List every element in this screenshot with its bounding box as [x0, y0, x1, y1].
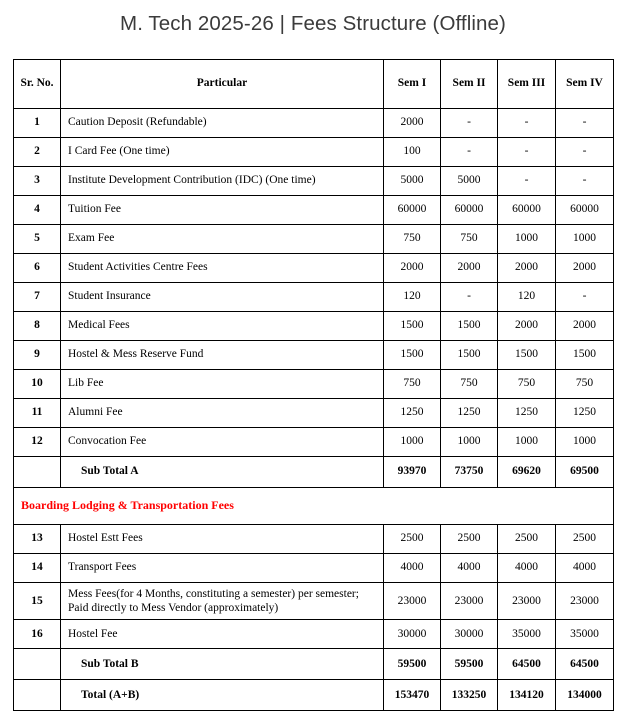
cell-sem-1: 5000	[384, 166, 441, 195]
cell-particular: I Card Fee (One time)	[61, 137, 384, 166]
column-header-sem-3: Sem III	[498, 59, 556, 108]
table-row	[14, 553, 614, 582]
cell-sem-2: 1500	[441, 311, 498, 340]
header-row	[14, 59, 614, 108]
cell-sem-2: 1500	[441, 340, 498, 369]
cell-sem-3: 2500	[498, 524, 556, 553]
sub-total-a-row	[14, 456, 614, 487]
cell-sem-2: 750	[441, 369, 498, 398]
cell-particular: Student Insurance	[61, 282, 384, 311]
cell-sem-3: -	[498, 137, 556, 166]
cell-sr-no: 14	[14, 553, 61, 582]
cell-sem-1: 2000	[384, 108, 441, 137]
table-row	[14, 620, 614, 649]
table-row	[14, 108, 614, 137]
cell-particular: Caution Deposit (Refundable)	[61, 108, 384, 137]
fees-table-container	[0, 59, 626, 711]
cell-sem-4: -	[556, 282, 614, 311]
sub-total-a-label: Sub Total A	[61, 456, 384, 487]
table-row-mess-fees	[14, 582, 614, 620]
fees-table	[13, 59, 614, 711]
cell-sem-4: 35000	[556, 620, 614, 649]
cell-sr-no: 4	[14, 195, 61, 224]
table-row	[14, 137, 614, 166]
cell-sem-2: -	[441, 282, 498, 311]
cell-sr-no: 3	[14, 166, 61, 195]
sub-total-b-label: Sub Total B	[61, 649, 384, 680]
cell-sem-4: 2000	[556, 311, 614, 340]
cell-sem-3: 1000	[498, 224, 556, 253]
cell-sem-3: 1500	[498, 340, 556, 369]
table-row	[14, 195, 614, 224]
sub-total-b-sem-1: 59500	[384, 649, 441, 680]
cell-sem-2: 60000	[441, 195, 498, 224]
table-header	[14, 59, 614, 108]
column-header-particular: Particular	[61, 59, 384, 108]
cell-sr-no: 11	[14, 398, 61, 427]
cell-sr-no: 2	[14, 137, 61, 166]
cell-sem-3: -	[498, 108, 556, 137]
cell-particular: Transport Fees	[61, 553, 384, 582]
cell-sem-3: 750	[498, 369, 556, 398]
cell-sem-4: 750	[556, 369, 614, 398]
cell-sem-2: -	[441, 137, 498, 166]
cell-particular: Institute Development Contribution (IDC) (One time)	[61, 166, 384, 195]
grand-total-row	[14, 680, 614, 711]
cell-sem-3: 1250	[498, 398, 556, 427]
cell-sem-4: -	[556, 137, 614, 166]
cell-sem-1: 100	[384, 137, 441, 166]
cell-sem-2: 750	[441, 224, 498, 253]
section-heading-row	[14, 487, 614, 524]
cell-sem-3: -	[498, 166, 556, 195]
cell-sem-3: 4000	[498, 553, 556, 582]
cell-sem-1: 750	[384, 224, 441, 253]
sub-total-a-sem-1: 93970	[384, 456, 441, 487]
column-header-sem-2: Sem II	[441, 59, 498, 108]
cell-sem-4: 1000	[556, 224, 614, 253]
sub-total-a-sem-3: 69620	[498, 456, 556, 487]
table-row	[14, 398, 614, 427]
cell-sem-1: 2000	[384, 253, 441, 282]
cell-particular: Exam Fee	[61, 224, 384, 253]
table-row	[14, 224, 614, 253]
column-header-sem-4: Sem IV	[556, 59, 614, 108]
sub-total-b-sem-4: 64500	[556, 649, 614, 680]
cell-sr-no: 5	[14, 224, 61, 253]
cell-sem-1: 1000	[384, 427, 441, 456]
mess-fees-line-2: Paid directly to Mess Vendor (approximately)	[68, 601, 279, 614]
table-body	[14, 108, 614, 711]
cell-sem-2: 5000	[441, 166, 498, 195]
cell-sem-2: 23000	[441, 582, 498, 620]
cell-sr-no: 7	[14, 282, 61, 311]
cell-particular: Medical Fees	[61, 311, 384, 340]
cell-sr-no-empty	[14, 680, 61, 711]
sub-total-a-sem-4: 69500	[556, 456, 614, 487]
cell-sem-1: 2500	[384, 524, 441, 553]
cell-sr-no: 15	[14, 582, 61, 620]
sub-total-b-sem-3: 64500	[498, 649, 556, 680]
cell-sem-3: 2000	[498, 311, 556, 340]
grand-total-label: Total (A+B)	[61, 680, 384, 711]
sub-total-b-sem-2: 59500	[441, 649, 498, 680]
section-heading-boarding: Boarding Lodging & Transportation Fees	[14, 487, 614, 524]
table-row	[14, 369, 614, 398]
cell-sem-3: 2000	[498, 253, 556, 282]
cell-sem-4: 1250	[556, 398, 614, 427]
column-header-sr-no: Sr. No.	[14, 59, 61, 108]
cell-sem-1: 60000	[384, 195, 441, 224]
cell-sr-no: 9	[14, 340, 61, 369]
cell-particular: Hostel Fee	[61, 620, 384, 649]
cell-sem-4: 1500	[556, 340, 614, 369]
cell-sem-2: 2500	[441, 524, 498, 553]
table-row	[14, 427, 614, 456]
mess-fees-line-1: Mess Fees(for 4 Months, constituting a semester) per semester;	[68, 587, 359, 600]
table-row	[14, 311, 614, 340]
cell-sem-2: 1250	[441, 398, 498, 427]
cell-sem-4: -	[556, 166, 614, 195]
cell-sr-no: 12	[14, 427, 61, 456]
cell-sr-no: 6	[14, 253, 61, 282]
cell-sem-3: 23000	[498, 582, 556, 620]
cell-sr-no: 10	[14, 369, 61, 398]
grand-total-sem-1: 153470	[384, 680, 441, 711]
cell-sem-4: 2000	[556, 253, 614, 282]
sub-total-b-row	[14, 649, 614, 680]
cell-particular: Student Activities Centre Fees	[61, 253, 384, 282]
table-row	[14, 524, 614, 553]
cell-sem-2: -	[441, 108, 498, 137]
cell-particular: Hostel & Mess Reserve Fund	[61, 340, 384, 369]
cell-sem-2: 1000	[441, 427, 498, 456]
cell-sr-no: 16	[14, 620, 61, 649]
cell-sem-3: 1000	[498, 427, 556, 456]
cell-sem-4: -	[556, 108, 614, 137]
cell-sem-3: 120	[498, 282, 556, 311]
cell-sem-1: 1250	[384, 398, 441, 427]
table-row	[14, 253, 614, 282]
page-title: M. Tech 2025-26 | Fees Structure (Offline)	[120, 12, 506, 35]
table-row	[14, 340, 614, 369]
cell-sem-4: 2500	[556, 524, 614, 553]
table-row	[14, 282, 614, 311]
grand-total-sem-3: 134120	[498, 680, 556, 711]
cell-sem-2: 2000	[441, 253, 498, 282]
cell-sem-4: 1000	[556, 427, 614, 456]
cell-sr-no-empty	[14, 649, 61, 680]
grand-total-sem-2: 133250	[441, 680, 498, 711]
cell-sr-no-empty	[14, 456, 61, 487]
table-row	[14, 166, 614, 195]
cell-sem-3: 60000	[498, 195, 556, 224]
cell-sr-no: 1	[14, 108, 61, 137]
column-header-sem-1: Sem I	[384, 59, 441, 108]
cell-particular	[61, 582, 384, 620]
cell-sem-1: 1500	[384, 311, 441, 340]
cell-sem-4: 60000	[556, 195, 614, 224]
grand-total-sem-4: 134000	[556, 680, 614, 711]
cell-sem-2: 4000	[441, 553, 498, 582]
cell-particular: Tuition Fee	[61, 195, 384, 224]
cell-sem-4: 4000	[556, 553, 614, 582]
cell-sem-1: 23000	[384, 582, 441, 620]
cell-sem-1: 30000	[384, 620, 441, 649]
cell-sem-1: 4000	[384, 553, 441, 582]
cell-sr-no: 8	[14, 311, 61, 340]
sub-total-a-sem-2: 73750	[441, 456, 498, 487]
cell-sem-2: 30000	[441, 620, 498, 649]
cell-sem-3: 35000	[498, 620, 556, 649]
cell-particular: Alumni Fee	[61, 398, 384, 427]
cell-particular: Hostel Estt Fees	[61, 524, 384, 553]
cell-sem-1: 1500	[384, 340, 441, 369]
cell-particular: Lib Fee	[61, 369, 384, 398]
cell-sr-no: 13	[14, 524, 61, 553]
cell-particular: Convocation Fee	[61, 427, 384, 456]
cell-sem-1: 750	[384, 369, 441, 398]
cell-sem-1: 120	[384, 282, 441, 311]
cell-sem-4: 23000	[556, 582, 614, 620]
